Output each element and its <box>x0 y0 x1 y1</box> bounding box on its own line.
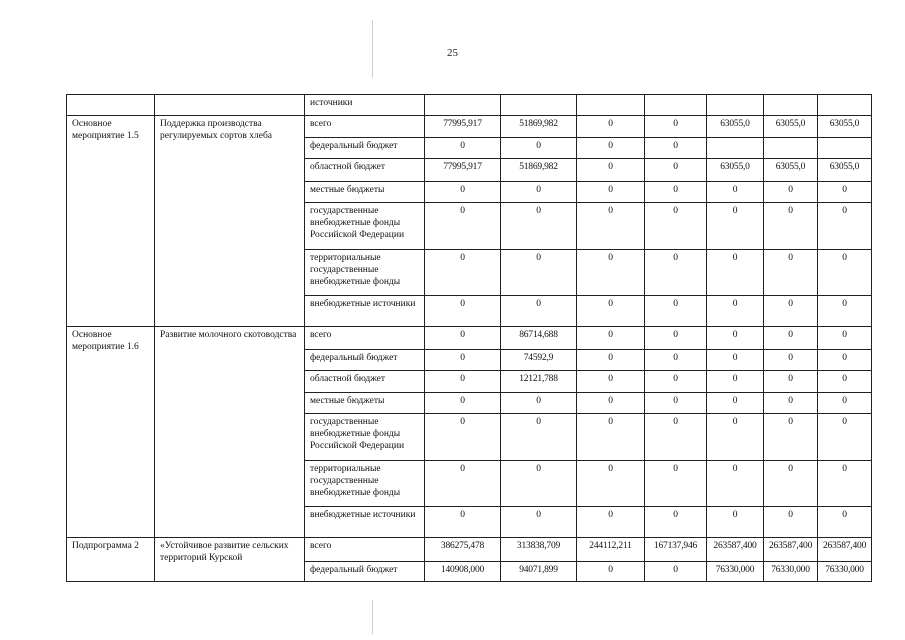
amount-cell: 0 <box>577 159 645 182</box>
amount-cell: 263587,400 <box>818 538 872 562</box>
table-row <box>67 95 872 116</box>
amount-cell: 0 <box>501 296 577 327</box>
amount-cell: 0 <box>764 203 818 250</box>
program-title-cell <box>155 95 305 116</box>
amount-cell: 0 <box>501 203 577 250</box>
amount-cell: 0 <box>501 182 577 203</box>
amount-cell: 0 <box>764 182 818 203</box>
amount-cell: 51869,982 <box>501 116 577 138</box>
amount-cell <box>764 95 818 116</box>
amount-cell: 0 <box>764 507 818 538</box>
amount-cell: 0 <box>818 203 872 250</box>
amount-cell: 0 <box>707 203 764 250</box>
amount-cell <box>818 138 872 159</box>
amount-cell: 0 <box>645 159 707 182</box>
amount-cell <box>707 138 764 159</box>
program-title-cell: Развитие молочного скотоводства <box>155 327 305 538</box>
funding-source-cell: государственные внебюджетные фонды Российской Федерации <box>305 203 425 250</box>
amount-cell: 63055,0 <box>764 159 818 182</box>
amount-cell: 0 <box>577 507 645 538</box>
program-title-cell: «Устойчивое развитие сельских территорий Курской <box>155 538 305 582</box>
funding-source-cell: всего <box>305 327 425 350</box>
amount-cell: 0 <box>501 414 577 461</box>
amount-cell <box>707 95 764 116</box>
funding-source-cell: территориальные государственные внебюджетные фонды <box>305 250 425 296</box>
table-row <box>67 538 872 562</box>
amount-cell: 0 <box>645 116 707 138</box>
amount-cell: 0 <box>707 414 764 461</box>
amount-cell: 0 <box>577 461 645 507</box>
amount-cell: 76330,000 <box>818 562 872 582</box>
amount-cell: 0 <box>577 116 645 138</box>
funding-source-cell: федеральный бюджет <box>305 138 425 159</box>
page-number: 25 <box>447 47 458 59</box>
amount-cell <box>425 95 501 116</box>
amount-cell: 0 <box>645 250 707 296</box>
program-label-cell: Основное мероприятие 1.5 <box>67 116 155 327</box>
amount-cell: 0 <box>645 203 707 250</box>
funding-source-cell: всего <box>305 116 425 138</box>
amount-cell: 0 <box>764 461 818 507</box>
amount-cell: 0 <box>818 250 872 296</box>
funding-source-cell: местные бюджеты <box>305 393 425 414</box>
amount-cell: 0 <box>707 250 764 296</box>
amount-cell: 0 <box>501 393 577 414</box>
amount-cell: 76330,000 <box>707 562 764 582</box>
amount-cell: 0 <box>577 296 645 327</box>
amount-cell: 0 <box>818 414 872 461</box>
program-label-cell: Подпрограмма 2 <box>67 538 155 582</box>
amount-cell: 0 <box>577 350 645 371</box>
amount-cell: 74592,9 <box>501 350 577 371</box>
amount-cell: 0 <box>707 461 764 507</box>
amount-cell: 63055,0 <box>764 116 818 138</box>
amount-cell: 0 <box>425 296 501 327</box>
scan-line-mark <box>372 20 373 78</box>
amount-cell: 0 <box>818 327 872 350</box>
table-row <box>67 327 872 350</box>
amount-cell: 0 <box>577 182 645 203</box>
amount-cell: 77995,917 <box>425 116 501 138</box>
amount-cell: 0 <box>645 350 707 371</box>
funding-source-cell: областной бюджет <box>305 159 425 182</box>
amount-cell: 63055,0 <box>707 159 764 182</box>
amount-cell: 244112,211 <box>577 538 645 562</box>
amount-cell: 0 <box>425 182 501 203</box>
amount-cell: 0 <box>764 296 818 327</box>
funding-source-cell: федеральный бюджет <box>305 562 425 582</box>
amount-cell <box>501 95 577 116</box>
amount-cell: 0 <box>764 393 818 414</box>
amount-cell: 0 <box>425 250 501 296</box>
amount-cell: 0 <box>818 182 872 203</box>
amount-cell: 0 <box>425 507 501 538</box>
amount-cell: 0 <box>425 138 501 159</box>
amount-cell: 0 <box>645 414 707 461</box>
amount-cell: 0 <box>577 393 645 414</box>
amount-cell: 0 <box>425 414 501 461</box>
amount-cell: 12121,788 <box>501 371 577 393</box>
amount-cell: 0 <box>501 250 577 296</box>
amount-cell: 0 <box>818 371 872 393</box>
amount-cell: 0 <box>707 327 764 350</box>
amount-cell: 0 <box>577 250 645 296</box>
funding-source-cell: государственные внебюджетные фонды Российской Федерации <box>305 414 425 461</box>
funding-source-cell: местные бюджеты <box>305 182 425 203</box>
scan-line-mark <box>372 600 373 634</box>
amount-cell: 0 <box>645 182 707 203</box>
amount-cell: 0 <box>577 327 645 350</box>
amount-cell: 0 <box>645 327 707 350</box>
funding-source-cell: территориальные государственные внебюджетные фонды <box>305 461 425 507</box>
funding-source-cell: внебюджетные источники <box>305 296 425 327</box>
program-label-cell <box>67 95 155 116</box>
amount-cell: 0 <box>764 327 818 350</box>
amount-cell: 0 <box>818 507 872 538</box>
amount-cell: 313838,709 <box>501 538 577 562</box>
amount-cell: 0 <box>501 461 577 507</box>
amount-cell: 0 <box>818 350 872 371</box>
amount-cell: 51869,982 <box>501 159 577 182</box>
amount-cell: 263587,400 <box>764 538 818 562</box>
amount-cell: 0 <box>707 182 764 203</box>
amount-cell: 0 <box>425 350 501 371</box>
amount-cell: 0 <box>707 507 764 538</box>
amount-cell: 0 <box>577 138 645 159</box>
amount-cell: 167137,946 <box>645 538 707 562</box>
amount-cell: 0 <box>645 562 707 582</box>
amount-cell: 0 <box>425 371 501 393</box>
amount-cell: 0 <box>577 414 645 461</box>
amount-cell <box>764 138 818 159</box>
amount-cell: 0 <box>577 203 645 250</box>
amount-cell: 0 <box>764 250 818 296</box>
budget-table <box>66 94 872 582</box>
amount-cell: 0 <box>764 350 818 371</box>
table-body <box>67 95 872 582</box>
amount-cell: 0 <box>707 296 764 327</box>
amount-cell: 0 <box>764 371 818 393</box>
amount-cell: 0 <box>425 203 501 250</box>
amount-cell: 0 <box>707 393 764 414</box>
funding-source-cell: внебюджетные источники <box>305 507 425 538</box>
amount-cell: 77995,917 <box>425 159 501 182</box>
amount-cell: 0 <box>501 507 577 538</box>
amount-cell: 0 <box>501 138 577 159</box>
amount-cell: 0 <box>645 507 707 538</box>
amount-cell: 0 <box>645 296 707 327</box>
funding-source-cell: всего <box>305 538 425 562</box>
amount-cell: 0 <box>645 393 707 414</box>
amount-cell: 0 <box>425 393 501 414</box>
funding-source-cell: областной бюджет <box>305 371 425 393</box>
amount-cell: 386275,478 <box>425 538 501 562</box>
amount-cell: 94071,899 <box>501 562 577 582</box>
funding-source-cell: источники <box>305 95 425 116</box>
amount-cell: 0 <box>764 414 818 461</box>
amount-cell <box>818 95 872 116</box>
amount-cell: 0 <box>707 371 764 393</box>
amount-cell: 0 <box>577 562 645 582</box>
amount-cell: 0 <box>425 327 501 350</box>
amount-cell: 0 <box>818 296 872 327</box>
amount-cell: 63055,0 <box>707 116 764 138</box>
amount-cell: 0 <box>818 393 872 414</box>
amount-cell: 86714,688 <box>501 327 577 350</box>
table-row <box>67 116 872 138</box>
amount-cell: 76330,000 <box>764 562 818 582</box>
amount-cell: 0 <box>707 350 764 371</box>
amount-cell: 0 <box>645 138 707 159</box>
program-label-cell: Основное мероприятие 1.6 <box>67 327 155 538</box>
amount-cell <box>577 95 645 116</box>
amount-cell: 0 <box>577 371 645 393</box>
amount-cell: 63055,0 <box>818 116 872 138</box>
funding-source-cell: федеральный бюджет <box>305 350 425 371</box>
amount-cell <box>645 95 707 116</box>
amount-cell: 63055,0 <box>818 159 872 182</box>
amount-cell: 263587,400 <box>707 538 764 562</box>
program-title-cell: Поддержка производства регулируемых сортов хлеба <box>155 116 305 327</box>
amount-cell: 0 <box>425 461 501 507</box>
amount-cell: 0 <box>818 461 872 507</box>
amount-cell: 0 <box>645 461 707 507</box>
amount-cell: 140908,000 <box>425 562 501 582</box>
amount-cell: 0 <box>645 371 707 393</box>
